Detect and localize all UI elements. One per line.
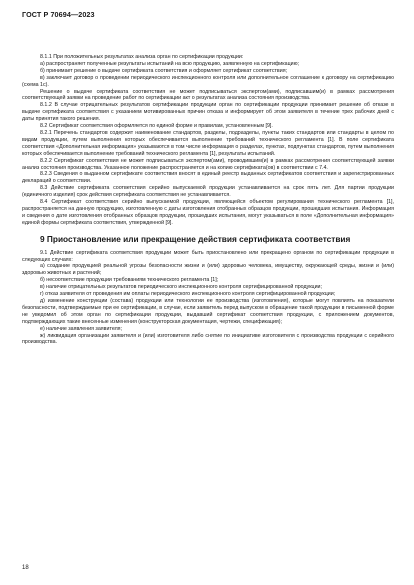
section-paragraph: б) несоответствие продукции требованиям технического регламента [1];: [40, 277, 219, 284]
paragraph: Решение о выдаче сертификата соответствия не может подписываться экспертом(ами), подписавшим(и) в рамках рассмотрения соответствующей заявки на проведение работ по сертификации акт о результатах анализа состояния производства.: [22, 88, 394, 102]
section-paragraph: г) отказ заявителя от проведения им оплаты периодического инспекционного контроля сертифицированной продукции;: [40, 291, 336, 298]
section-paragraph: е) наличие заявления заявителя;: [40, 325, 123, 332]
paragraph: в) заключает договор о проведении периодического инспекционного контроля или дополнительное соглашение к договору на сертификацию (схема 1с).: [22, 74, 394, 88]
section-paragraph: а) создание продукцией реальной угрозы безопасности жизни и (или) здоровью человека, имуществу, окружающей среды, жизни и (или) здоровью животных и растений;: [22, 263, 394, 277]
paragraph: 8.2.2 Сертификат соответствия не может подписываться экспертом(ами), проводившим(и) в рамках рассмотрения соответствующей заявки анализ состояния производства. Указанное положение распространяется и на копию сертификата(ов) в соответствии с 7.4.: [22, 157, 394, 171]
section-paragraph: в) наличие отрицательных результатов периодического инспекционного контроля сертифицированной продукции;: [40, 284, 322, 291]
page-number: 18: [22, 565, 29, 571]
paragraph: 8.1.1 При положительных результатах анализа орган по сертификации продукции:: [40, 54, 244, 60]
paragraph: б) принимает решение о выдаче сертификата соответствия и оформляет сертификат соответствия;: [40, 67, 288, 74]
section-paragraph: 9.1 Действие сертификата соответствия продукции может быть приостановлено или прекращено органом по сертификации продукции в следующих случаях:: [22, 249, 394, 263]
paragraph: 8.2.3 Сведения о выданном сертификате соответствия вносят в единый реестр выданных сертификатов соответствия и зарегистрированных деклараций о соответствии.: [22, 171, 394, 185]
paragraph: 8.2.1 Перечень стандартов содержит наименование стандартов, разделы, подразделы, пункты таких стандартов или стандарты в целом по видам продукции, путем выполнения которых обеспечивается выполнение требований технического регламента [1]. В поле сертификата соответствия «Дополнительная информация» указываются в том числе информация о разделах, пунктах, подпунктах стандартов, путем выполнения которых обеспечивается выполнение требований технического регламента [1], результаты испытаний.: [22, 129, 394, 157]
paragraph: 8.1.2 В случае отрицательных результатов сертификации продукции орган по сертификации продукции принимает решение об отказе в выдаче сертификата соответствия с указанием мотивированных причин отказа и информирует об этом заявителя в течение трех рабочих дней с даты принятия такого решения.: [22, 102, 394, 123]
paragraph: 8.2 Сертификат соответствия оформляется по единой форме и правилам, установленным [9].: [40, 123, 273, 130]
paragraph: а) распространяет полученные результаты испытаний на всю продукцию, заявленную на сертификацию;: [40, 60, 300, 67]
section-paragraph: д) изменение конструкции (состава) продукции или технологии ее производства (изготовления), которые могут повлиять на показатели безопасности, подтверждаемые при ее сертификации, в случае, если заявитель перед выпуском в обращение такой продукции в письменной форме не уведомил об этом орган по сертификации продукции, выдавший сертификат соответствия продукции, с приложением документов, подтверждающих такие внесенные изменения (конструкторская документация, чертежи, спецификация);: [22, 298, 394, 325]
paragraph: 8.4 Сертификат соответствия серийно выпускаемой продукции, являющейся объектом регулирования технического регламента [1], распространяется на данную продукцию, изготовленную с даты изготовления отобранных образцов продукции, прошедших испытания. Информация и сведения о дате изготовления отобранных образцов продукции, прошедших испытания, могут указываться в поле «Дополнительная информация» единой формы сертификата соответствия, утвержденной [9].: [22, 199, 394, 226]
paragraph: 8.3 Действие сертификата соответствия серийно выпускаемой продукции устанавливается на срок пять лет. Для партии продукции (единичного изделия) срок действия сертификата соответствия не устанавливается.: [22, 185, 394, 199]
document-header: ГОСТ Р 70694—2023: [22, 10, 95, 19]
section-paragraph: ж) ликвидация организации заявителя и (или) изготовителя либо снятие по инициативе изготовителя с производства продукции с серийного производства.: [22, 332, 394, 346]
section-title: 9 Приостановление или прекращение действия сертификата соответствия: [40, 233, 351, 244]
document-body: [22, 54, 394, 346]
